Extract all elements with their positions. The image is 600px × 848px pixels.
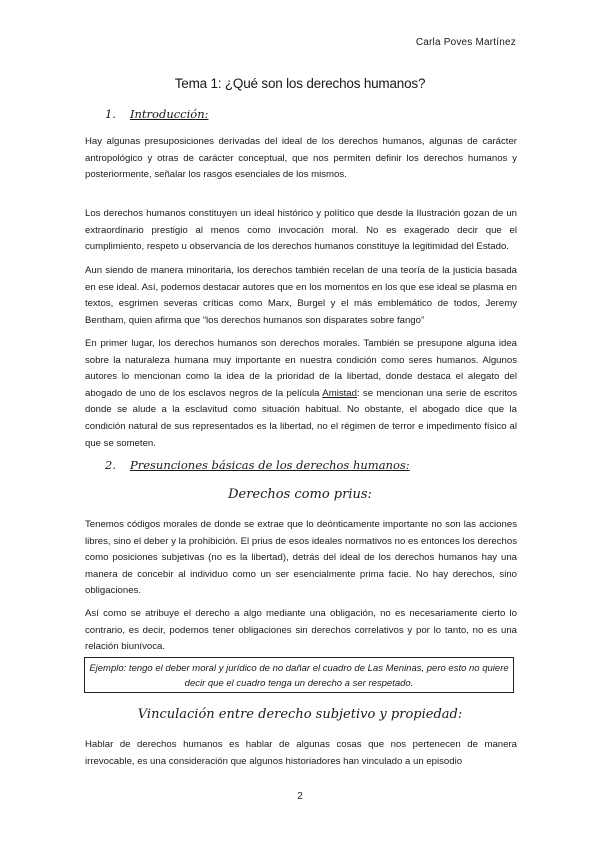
- paragraph-7: Hablar de derechos humanos es hablar de algunas cosas que nos pertenecen de manera irrevocable, es una consideración que algunos historiadores han vinculado a un episodio: [85, 739, 517, 767]
- example-box: Ejemplo: tengo el deber moral y jurídico de no dañar el cuadro de Las Meninas, pero esto no quiere decir que el cuadro tenga un derecho a ser respetado.: [84, 657, 514, 693]
- paragraph-4-text-end: : se mencionan una serie de escritos donde se alude a la esclavitud como situación habitual. No obstante, el abogado dice que la condición natural de sus representados es la libertad, no el régimen de terror e impedimento físico al que se someten.: [85, 387, 518, 449]
- paragraph-5: Tenemos códigos morales de donde se extrae que lo deónticamente importante no son las acciones libres, sino el deber y la prohibición. El prius de esos ideales normativos no es entonces los derechos como posiciones subjetivas (no es la libertad), detrás del ideal de los derechos humanos hay una manera de concebir al individuo como un ser esencialmente prima facie. No hay derechos, sino obligaciones.: [85, 519, 517, 597]
- section-title: Introducción:: [129, 107, 209, 121]
- subheading-vinculacion: Vinculación entre derecho subjetivo y propiedad:: [137, 707, 463, 722]
- page-title: Tema 1: ¿Qué son los derechos humanos?: [174, 76, 426, 91]
- author-name: Carla Poves Martínez: [415, 37, 516, 48]
- section-heading-1: [105, 107, 209, 121]
- paragraph-3: Aun siendo de manera minoritaria, los derechos también recelan de una teoría de la justicia basada en ese ideal. Así, podemos destacar autores que en los momentos en los que ese ideal se plasma en textos, esgrimen severas críticas como Marx, Burgel y el más emblemático de todos, Jeremy Bentham, quien afirma que “los derechos humanos son disparates sobre fango”: [85, 265, 517, 326]
- film-title: Amistad: [322, 387, 357, 399]
- section-number: 1.: [105, 107, 116, 121]
- paragraph-4: [85, 336, 517, 452]
- paragraph-6: Así como se atribuye el derecho a algo mediante una obligación, no es necesariamente cierto lo contrario, es decir, podemos tener obligaciones sin derechos correlativos y por lo tanto, no es una relación biunívoca.: [85, 608, 517, 653]
- section-title: Presunciones básicas de los derechos humanos:: [129, 458, 410, 472]
- subheading-derechos-como-prius: Derechos como prius:: [228, 487, 372, 502]
- paragraph-1: Hay algunas presuposiciones derivadas del ideal de los derechos humanos, algunas de carácter antropológico y otras de carácter conceptual, que nos permiten definir los derechos humanos y posteriormente, señalar los rasgos esenciales de los mismos.: [85, 136, 517, 181]
- paragraph-4-text-start: En primer lugar, los derechos humanos son derechos morales. También se presupone alguna idea sobre la naturaleza humana muy importante en nuestra condición como seres humanos. Algunos autores lo mencionan como la idea de la prioridad de la libertad, donde destaca el alegato del abogado de uno de los esclavos negros de la película: [85, 338, 517, 399]
- page-number: 2: [297, 791, 303, 802]
- paragraph-2: Los derechos humanos constituyen un ideal histórico y político que desde la Ilustración gozan de un extraordinario prestigio al menos como invocación moral. No es exagerado decir que el cumplimiento, respeto u observancia de los derechos humanos constituye la legitimidad del Estado.: [85, 208, 517, 253]
- section-heading-2: [105, 458, 410, 472]
- section-number: 2.: [105, 458, 116, 472]
